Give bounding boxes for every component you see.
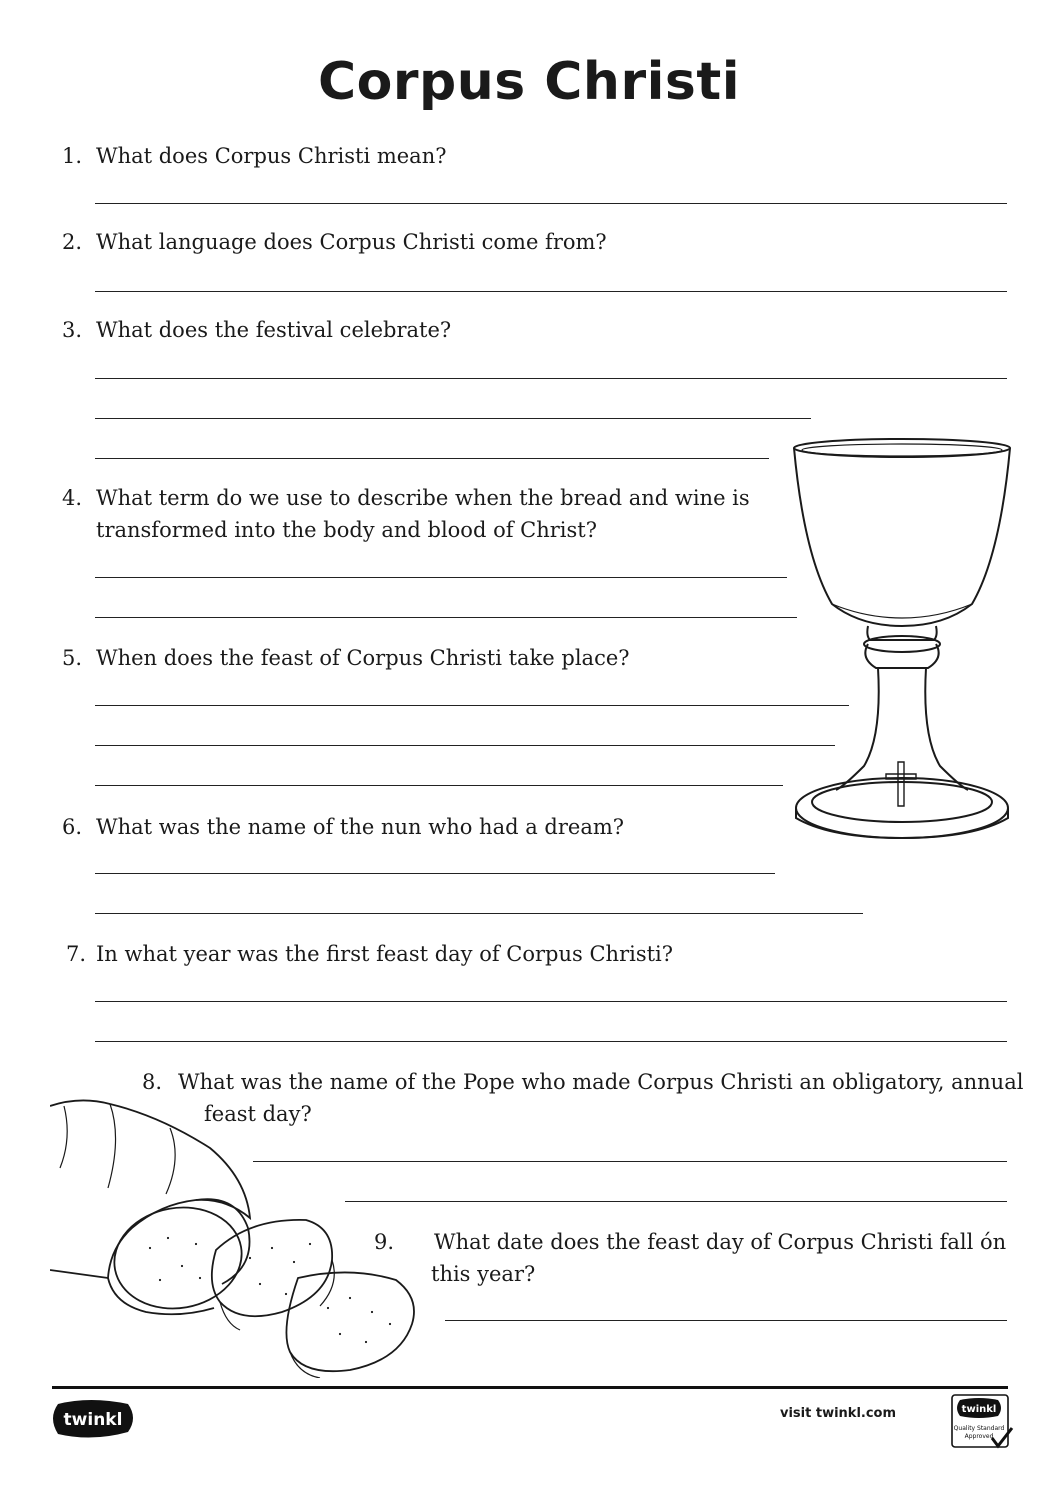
question-text: feast day?	[204, 1102, 312, 1126]
chalice-icon	[790, 436, 1014, 848]
answer-line[interactable]	[95, 1001, 1007, 1002]
logo-text: twinkl	[63, 1410, 123, 1430]
answer-line[interactable]	[95, 1041, 1007, 1042]
quality-badge	[950, 1394, 1014, 1450]
bread-icon	[50, 1098, 420, 1378]
question-text: What language does Corpus Christi come from?	[96, 230, 607, 254]
badge-line1: Quality Standard	[953, 1425, 1005, 1432]
answer-line[interactable]	[95, 378, 1007, 379]
page-title: Corpus Christi	[317, 52, 741, 112]
answer-line[interactable]	[95, 785, 783, 786]
answer-line[interactable]	[345, 1201, 1007, 1202]
question-text: What term do we use to describe when the bread and wine is	[96, 486, 750, 510]
visit-link[interactable]: visit twinkl.com	[780, 1406, 897, 1421]
question-number: 6.	[62, 815, 83, 839]
footer-divider	[52, 1386, 1008, 1389]
question-number: 5.	[62, 646, 83, 670]
question-number: 9.	[374, 1230, 395, 1254]
answer-line[interactable]	[95, 291, 1007, 292]
badge-brand: twinkl	[961, 1404, 997, 1415]
answer-line[interactable]	[95, 418, 811, 419]
answer-line[interactable]	[95, 705, 849, 706]
answer-line[interactable]	[95, 577, 787, 578]
question-text: In what year was the first feast day of Corpus Christi?	[96, 942, 674, 966]
question-text: When does the feast of Corpus Christi take place?	[96, 646, 630, 670]
question-text: this year?	[431, 1262, 536, 1286]
question-text: What does the festival celebrate?	[96, 318, 452, 342]
question-number: 3.	[62, 318, 83, 342]
question-text: What was the name of the nun who had a dream?	[96, 815, 625, 839]
question-text: transformed into the body and blood of Christ?	[96, 518, 597, 542]
question-text: What date does the feast day of Corpus Christi fall ón	[434, 1230, 1007, 1254]
question-number: 8.	[142, 1070, 163, 1094]
question-number: 4.	[62, 486, 83, 510]
question-text: What was the name of the Pope who made Corpus Christi an obligatory, annual	[178, 1070, 1024, 1094]
answer-line[interactable]	[95, 203, 1007, 204]
answer-line[interactable]	[95, 873, 775, 874]
answer-line[interactable]	[445, 1320, 1007, 1321]
answer-line[interactable]	[95, 458, 769, 459]
question-text: What does Corpus Christi mean?	[96, 144, 447, 168]
badge-line2: Approved	[964, 1433, 994, 1440]
question-number: 7.	[66, 942, 87, 966]
answer-line[interactable]	[95, 617, 797, 618]
question-number: 2.	[62, 230, 83, 254]
answer-line[interactable]	[95, 913, 863, 914]
twinkl-logo[interactable]	[50, 1398, 136, 1440]
question-number: 1.	[62, 144, 83, 168]
answer-line[interactable]	[95, 745, 835, 746]
